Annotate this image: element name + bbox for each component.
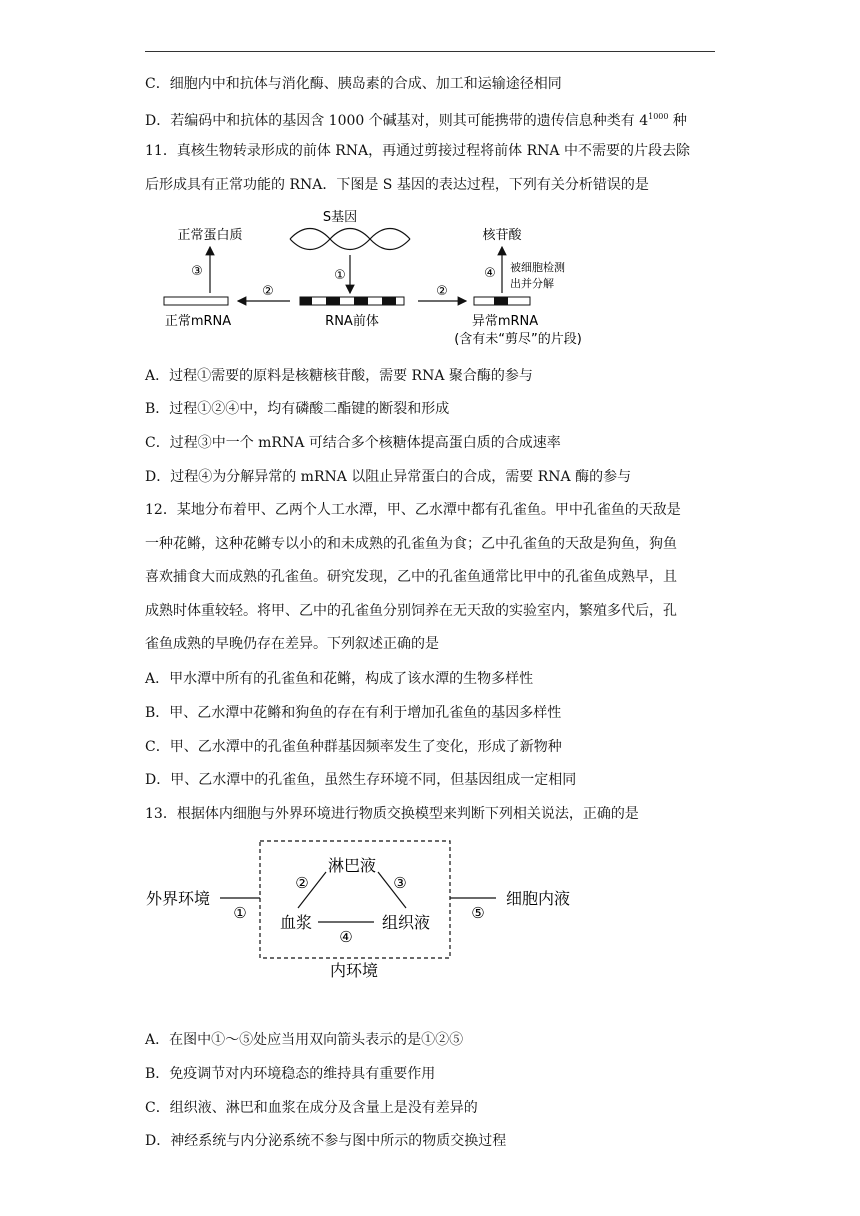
lymph-label: 淋巴液	[327, 856, 377, 875]
q12-option-d: D．甲、乙水潭中的孔雀鱼，虽然生存环境不同，但基因组成一定相同	[145, 772, 577, 788]
abnormal-mrna-label: 异常mRNA	[471, 314, 539, 329]
step-1-label: ①	[334, 268, 346, 283]
dna-strand-a	[290, 229, 410, 250]
q11-option-b: B．过程①②④中，均有磷酸二酯键的断裂和形成	[145, 401, 450, 417]
q11-option-c: C．过程③中一个 mRNA 可结合多个核糖体提高蛋白质的合成速率	[145, 435, 561, 451]
q10-option-d-text: D．若编码中和抗体的基因含 1000 个碱基对，则其可能携带的遗传信息种类有 4	[145, 113, 649, 129]
q13-stem: 13．根据体内细胞与外界环境进行物质交换模型来判断下列相关说法，正确的是	[145, 806, 639, 822]
q10-option-c: C．细胞内中和抗体与消化酶、胰岛素的合成、加工和运输途径相同	[145, 76, 562, 92]
normal-mrna-label: 正常mRNA	[164, 314, 232, 329]
precursor-rna-label: RNA前体	[325, 314, 379, 329]
q11-gene-expression-diagram	[150, 205, 600, 355]
step-2-right-label: ②	[436, 284, 448, 299]
step-2-left-label: ②	[262, 284, 274, 299]
intracellular-fluid-label: 细胞内液	[506, 889, 571, 908]
q12-stem-line-4: 成熟时体重较轻。将甲、乙中的孔雀鱼分别饲养在无天敌的实验室内，繁殖多代后，孔	[145, 603, 677, 619]
gene-label: S基因	[322, 210, 358, 225]
q13-option-c: C．组织液、淋巴和血浆在成分及含量上是没有差异的	[145, 1100, 478, 1116]
normal-mrna-bar	[164, 297, 228, 305]
internal-environment-label: 内环境	[329, 961, 379, 980]
connector-5-label: ⑤	[471, 904, 485, 922]
nucleotide-label: 核苷酸	[482, 228, 522, 243]
normal-protein-label: 正常蛋白质	[177, 228, 243, 243]
dna-strand-b	[290, 229, 410, 250]
connector-2-label: ②	[295, 874, 309, 892]
q12-stem-line-2: 一种花鳉，这种花鳉专以小的和未成熟的孔雀鱼为食；乙中孔雀鱼的天敌是狗鱼，狗鱼	[145, 536, 677, 552]
precursor-rna-bar	[300, 297, 404, 305]
q11-option-a: A．过程①需要的原料是核糖核苷酸，需要 RNA 聚合酶的参与	[145, 368, 533, 384]
q12-option-a: A．甲水潭中所有的孔雀鱼和花鳉，构成了该水潭的生物多样性	[145, 671, 534, 687]
q11-option-d: D．过程④为分解异常的 mRNA 以阻止异常蛋白的合成，需要 RNA 酶的参与	[145, 469, 632, 485]
connector-1-label: ①	[233, 904, 247, 922]
detect-note-line-2: 出并分解	[510, 277, 554, 290]
q13-option-d: D．神经系统与内分泌系统不参与图中所示的物质交换过程	[145, 1133, 507, 1149]
step-4-label: ④	[484, 266, 496, 281]
connector-3-label: ③	[393, 874, 407, 892]
q12-option-b: B．甲、乙水潭中花鳉和狗鱼的存在有利于增加孔雀鱼的基因多样性	[145, 705, 562, 721]
q12-stem-line-1: 12．某地分布着甲、乙两个人工水潭，甲、乙水潭中都有孔雀鱼。甲中孔雀鱼的天敌是	[145, 502, 681, 518]
tissue-fluid-label: 组织液	[381, 913, 431, 932]
q12-stem-line-5: 雀鱼成熟的早晚仍存在差异。下列叙述正确的是	[145, 636, 439, 652]
connector-4-label: ④	[339, 928, 353, 946]
detect-note-line-1: 被细胞检测	[510, 261, 565, 274]
top-rule	[145, 51, 715, 52]
q10-option-d-exponent: 1000	[648, 112, 669, 121]
q10-option-d	[145, 107, 687, 131]
plasma-label: 血浆	[279, 913, 313, 932]
q12-option-c: C．甲、乙水潭中的孔雀鱼种群基因频率发生了变化，形成了新物种	[145, 739, 562, 755]
q11-stem-line-1: 11．真核生物转录形成的前体 RNA，再通过剪接过程将前体 RNA 中不需要的片段去除	[145, 143, 690, 159]
abnormal-mrna-note: (含有未“剪尽”的片段)	[454, 332, 582, 347]
q12-stem-line-3: 喜欢捕食大而成熟的孔雀鱼。研究发现，乙中的孔雀鱼通常比甲中的孔雀鱼成熟早，且	[145, 569, 677, 585]
q13-option-a: A．在图中①～⑤处应当用双向箭头表示的是①②⑤	[145, 1032, 464, 1048]
abnormal-mrna-bar	[474, 297, 530, 305]
external-environment-label: 外界环境	[146, 889, 211, 908]
q11-stem-line-2: 后形成具有正常功能的 RNA．下图是 S 基因的表达过程，下列有关分析错误的是	[145, 177, 649, 193]
q13-option-b: B．免疫调节对内环境稳态的维持具有重要作用	[145, 1066, 436, 1082]
q10-option-d-unit: 种	[668, 113, 687, 129]
q13-internal-environment-diagram	[140, 838, 590, 988]
step-3-label: ③	[191, 264, 203, 279]
